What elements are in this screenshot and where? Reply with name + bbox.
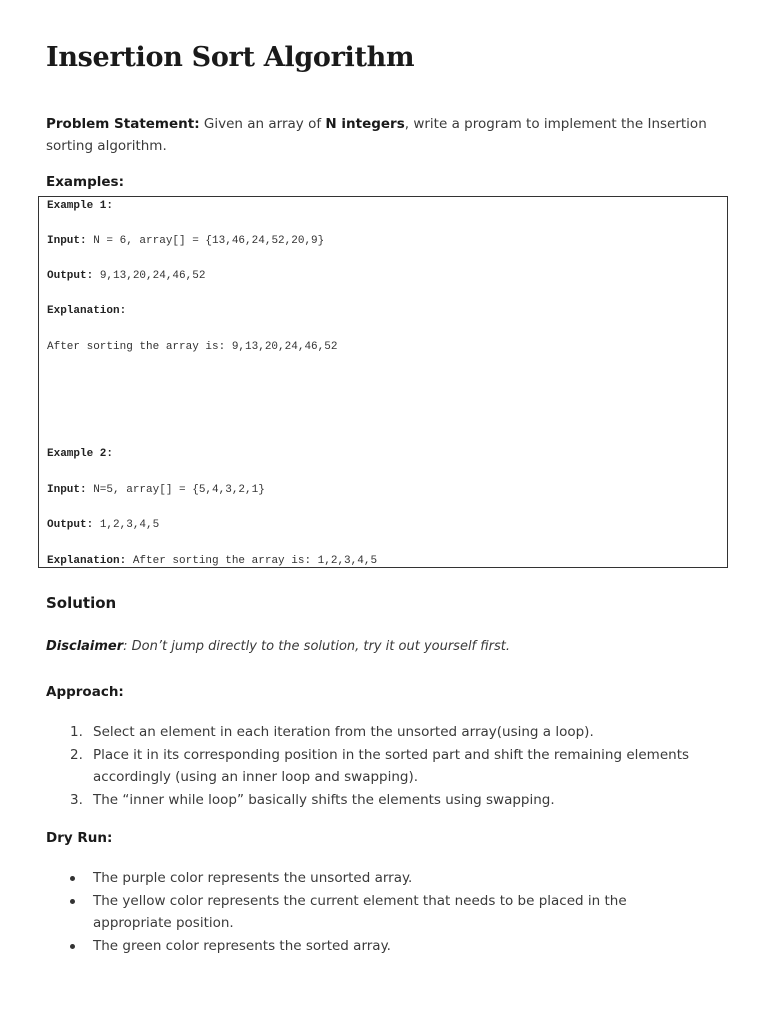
example-1-explanation-text: After sorting the array is: 9,13,20,24,46,52 bbox=[47, 341, 338, 353]
approach-label: Approach: bbox=[46, 684, 124, 700]
problem-statement bbox=[46, 113, 726, 157]
solution-heading: Solution bbox=[46, 594, 117, 612]
example-1-output-label: Output: bbox=[47, 270, 94, 282]
examples-code-block bbox=[38, 196, 728, 568]
example-2-explanation bbox=[47, 555, 377, 567]
approach-item bbox=[46, 721, 706, 743]
disclaimer-text: : Don’t jump directly to the solution, try it out yourself first. bbox=[123, 639, 511, 654]
approach-item-number: 3. bbox=[70, 792, 83, 808]
approach-item bbox=[46, 744, 706, 788]
problem-statement-label: Problem Statement: bbox=[46, 116, 200, 132]
disclaimer-label: Disclaimer bbox=[46, 639, 124, 654]
example-2-output-label: Output: bbox=[47, 519, 94, 531]
example-1-explanation-label bbox=[47, 305, 126, 317]
example-1-output bbox=[47, 270, 205, 282]
bullet-icon bbox=[70, 876, 75, 881]
approach-list bbox=[46, 721, 706, 812]
dry-run-item-text: The green color represents the sorted array. bbox=[93, 938, 391, 954]
dry-run-item bbox=[46, 890, 706, 934]
approach-item-text: Place it in its corresponding position in the sorted part and shift the remaining elements accordingly (using an inner loop and swapping). bbox=[93, 747, 690, 785]
dry-run-label: Dry Run: bbox=[46, 830, 113, 846]
approach-item bbox=[46, 789, 706, 811]
dry-run-item bbox=[46, 935, 706, 957]
example-2-explanation-label: Explanation: bbox=[47, 555, 127, 567]
example-1-input bbox=[47, 235, 324, 247]
example-2-title bbox=[47, 448, 113, 460]
example-2-input-value: N=5, array[] = {5,4,3,2,1} bbox=[86, 484, 265, 496]
example-2-title-text: Example 2: bbox=[47, 448, 114, 460]
bullet-icon bbox=[70, 944, 75, 949]
problem-text-2: , write a program to implement the Insertion sorting algorithm. bbox=[46, 116, 707, 154]
example-2-input bbox=[47, 484, 265, 496]
example-1-input-value: N = 6, array[] = {13,46,24,52,20,9} bbox=[86, 235, 325, 247]
approach-item-text: Select an element in each iteration from the unsorted array(using a loop). bbox=[93, 724, 594, 740]
example-1-output-value: 9,13,20,24,46,52 bbox=[93, 270, 206, 282]
approach-item-text: The “inner while loop” basically shifts the elements using swapping. bbox=[93, 792, 555, 808]
example-2-output bbox=[47, 519, 159, 531]
page-title: Insertion Sort Algorithm bbox=[46, 42, 415, 73]
approach-item-number: 2. bbox=[70, 747, 83, 763]
example-2-output-value: 1,2,3,4,5 bbox=[93, 519, 160, 531]
bullet-icon bbox=[70, 899, 75, 904]
example-1-title bbox=[47, 200, 113, 212]
dry-run-item-text: The yellow color represents the current element that needs to be placed in the appropriate position. bbox=[93, 893, 627, 931]
example-1-input-label: Input: bbox=[47, 235, 87, 247]
disclaimer bbox=[46, 639, 510, 654]
dry-run-item-text: The purple color represents the unsorted array. bbox=[93, 870, 413, 886]
examples-label: Examples: bbox=[46, 174, 124, 190]
example-2-explanation-value: After sorting the array is: 1,2,3,4,5 bbox=[126, 555, 378, 567]
example-1-title-text: Example 1: bbox=[47, 200, 114, 212]
dry-run-list bbox=[46, 867, 706, 958]
approach-item-number: 1. bbox=[70, 724, 83, 740]
example-2-input-label: Input: bbox=[47, 484, 87, 496]
dry-run-item bbox=[46, 867, 706, 889]
example-1-explanation-label-text: Explanation: bbox=[47, 305, 127, 317]
problem-bold-term: N integers bbox=[325, 116, 405, 132]
problem-text-1: Given an array of bbox=[199, 116, 326, 132]
